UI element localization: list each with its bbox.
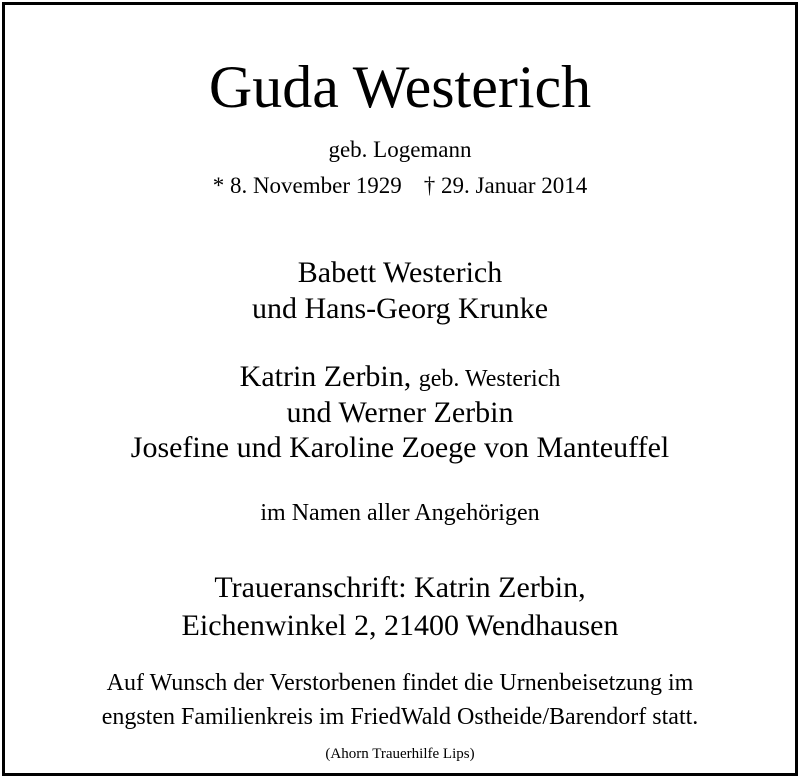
burial-note: engsten Familienkreis im FriedWald Ostheide/Barendorf statt. — [101, 704, 699, 730]
mourner-line: Babett Westerich — [297, 256, 503, 289]
birth-date: * 8. November 1929 — [212, 173, 402, 198]
mourner-line — [5, 362, 795, 392]
funeral-home-credit: (Ahorn Trauerhilfe Lips) — [325, 746, 475, 762]
mourning-address: Eichenwinkel 2, 21400 Wendhausen — [181, 609, 619, 642]
death-date: † 29. Januar 2014 — [423, 173, 588, 198]
mourner-name: Katrin Zerbin, — [239, 360, 412, 393]
deceased-name: Guda Westerich — [208, 54, 592, 120]
birth-name: geb. Logemann — [328, 137, 472, 162]
mourner-line: und Werner Zerbin — [286, 396, 514, 429]
mourning-address: Traueranschrift: Katrin Zerbin, — [214, 571, 586, 604]
mourner-line: Josefine und Karoline Zoege von Manteuffel — [130, 431, 670, 464]
obituary-notice — [2, 2, 798, 776]
life-dates — [5, 174, 795, 197]
mourner-birth-name: geb. Westerich — [418, 366, 561, 392]
burial-note: Auf Wunsch der Verstorbenen findet die Urnenbeisetzung im — [106, 670, 694, 696]
mourner-line: und Hans-Georg Krunke — [251, 292, 549, 325]
relatives-note: im Namen aller Angehörigen — [260, 500, 540, 526]
